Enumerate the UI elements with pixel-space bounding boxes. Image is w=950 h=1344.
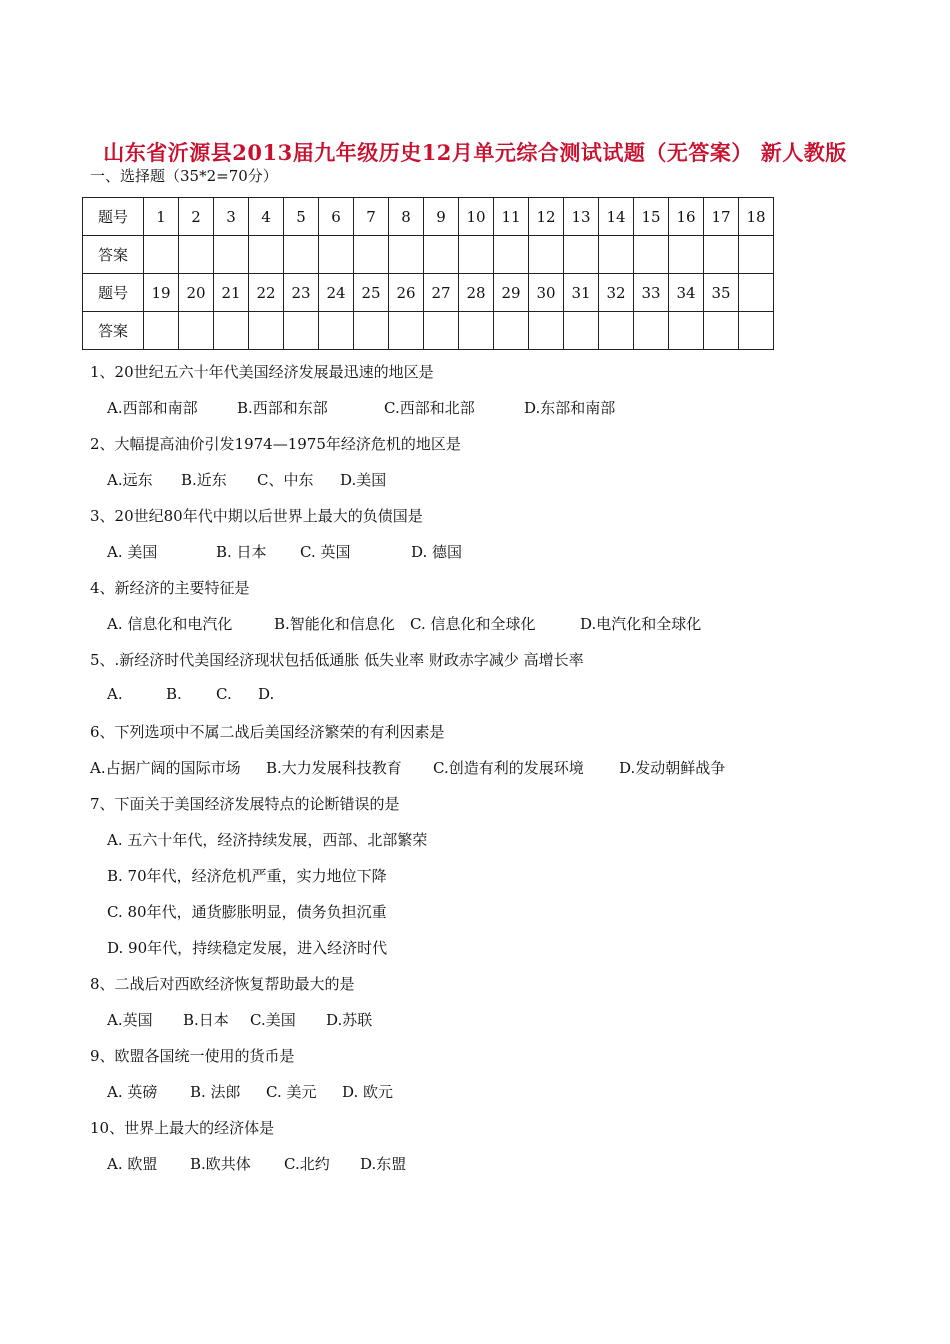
answer-cell — [249, 236, 284, 274]
question-4: 4、新经济的主要特征是 — [90, 579, 250, 597]
page-title: 山东省沂源县2013届九年级历史12月单元综合测试试题（无答案） 新人教版 — [103, 140, 847, 165]
answer-cell — [179, 312, 214, 350]
answer-row-2 — [83, 312, 774, 350]
question-number-cell: 3 — [214, 198, 249, 236]
question-number-cell: 10 — [459, 198, 494, 236]
question-number-cell: 27 — [424, 274, 459, 312]
question-number-cell — [739, 274, 774, 312]
question-2: 2、大幅提高油价引发1974—1975年经济危机的地区是 — [90, 435, 461, 453]
q1-option-b: B.西部和东部 — [237, 399, 328, 417]
answer-cell — [599, 236, 634, 274]
q1-option-d: D.东部和南部 — [524, 399, 616, 417]
q2-option-d: D.美国 — [340, 471, 387, 489]
question-number-cell: 35 — [704, 274, 739, 312]
answer-cell — [564, 236, 599, 274]
question-number-cell: 29 — [494, 274, 529, 312]
q2-option-b: B.近东 — [181, 471, 227, 489]
q6-option-a: A.占据广阔的国际市场 — [90, 759, 241, 777]
q2-option-a: A.远东 — [107, 471, 153, 489]
q1-option-c: C.西部和北部 — [384, 399, 475, 417]
question-number-cell: 21 — [214, 274, 249, 312]
answer-cell — [704, 236, 739, 274]
answer-cell — [424, 312, 459, 350]
question-number-cell: 34 — [669, 274, 704, 312]
question-number-cell: 16 — [669, 198, 704, 236]
number-row-1 — [83, 198, 774, 236]
q9-option-d: D. 欧元 — [342, 1083, 394, 1101]
q5-option-d: D. — [258, 685, 275, 703]
answer-cell — [214, 312, 249, 350]
answer-cell — [354, 236, 389, 274]
question-number-cell: 4 — [249, 198, 284, 236]
q6-option-b: B.大力发展科技教育 — [266, 759, 402, 777]
q4-option-d: D.电汽化和全球化 — [580, 615, 702, 633]
answer-cell — [319, 312, 354, 350]
question-number-cell: 17 — [704, 198, 739, 236]
answer-cell — [669, 312, 704, 350]
q9-option-b: B. 法郎 — [190, 1083, 241, 1101]
question-9: 9、欧盟各国统一使用的货币是 — [90, 1047, 295, 1065]
question-number-cell: 26 — [389, 274, 424, 312]
q7-option-c: C. 80年代，通货膨胀明显，债务负担沉重 — [107, 903, 387, 921]
q6-option-d: D.发动朝鲜战争 — [619, 759, 726, 777]
question-number-cell: 31 — [564, 274, 599, 312]
question-number-cell: 25 — [354, 274, 389, 312]
answer-cell — [529, 312, 564, 350]
question-number-cell: 11 — [494, 198, 529, 236]
question-number-cell: 20 — [179, 274, 214, 312]
answer-cell — [319, 236, 354, 274]
q4-option-c: C. 信息化和全球化 — [410, 615, 536, 633]
answer-cell — [599, 312, 634, 350]
question-6: 6、下列选项中不属二战后美国经济繁荣的有利因素是 — [90, 723, 445, 741]
answer-cell — [389, 312, 424, 350]
question-number-cell: 22 — [249, 274, 284, 312]
q5-option-b: B. — [166, 685, 182, 703]
q4-option-a: A. 信息化和电汽化 — [107, 615, 233, 633]
answer-cell — [389, 236, 424, 274]
q4-option-b: B.智能化和信息化 — [274, 615, 395, 633]
q9-option-a: A. 英磅 — [107, 1083, 158, 1101]
q8-option-b: B.日本 — [183, 1011, 229, 1029]
number-row-label: 题号 — [83, 274, 144, 312]
answer-cell — [354, 312, 389, 350]
question-10: 10、世界上最大的经济体是 — [90, 1119, 275, 1137]
answer-cell — [179, 236, 214, 274]
q6-option-c: C.创造有利的发展环境 — [433, 759, 584, 777]
question-3: 3、20世纪80年代中期以后世界上最大的负债国是 — [90, 507, 423, 525]
question-number-cell: 6 — [319, 198, 354, 236]
answer-cell — [739, 236, 774, 274]
answer-cell — [214, 236, 249, 274]
q7-option-b: B. 70年代，经济危机严重，实力地位下降 — [107, 867, 387, 885]
answer-cell — [739, 312, 774, 350]
question-number-cell: 28 — [459, 274, 494, 312]
q5-option-a: A. — [107, 685, 123, 703]
question-number-cell: 18 — [739, 198, 774, 236]
question-number-cell: 15 — [634, 198, 669, 236]
q8-option-d: D.苏联 — [326, 1011, 373, 1029]
answer-cell — [704, 312, 739, 350]
section-heading: 一、选择题（35*2=70分） — [90, 167, 278, 185]
answer-cell — [459, 312, 494, 350]
question-number-cell: 13 — [564, 198, 599, 236]
q2-option-c: C、中东 — [257, 471, 314, 489]
q8-option-c: C.美国 — [250, 1011, 296, 1029]
q7-option-d: D. 90年代，持续稳定发展，进入经济时代 — [107, 939, 388, 957]
answer-cell — [634, 312, 669, 350]
q7-option-a: A. 五六十年代，经济持续发展，西部、北部繁荣 — [107, 831, 428, 849]
question-number-cell: 14 — [599, 198, 634, 236]
question-number-cell: 23 — [284, 274, 319, 312]
answer-cell — [459, 236, 494, 274]
question-number-cell: 5 — [284, 198, 319, 236]
question-number-cell: 32 — [599, 274, 634, 312]
question-number-cell: 7 — [354, 198, 389, 236]
answer-table — [82, 197, 774, 350]
answer-cell — [424, 236, 459, 274]
answer-cell — [669, 236, 704, 274]
answer-row-label: 答案 — [83, 312, 144, 350]
answer-cell — [144, 236, 179, 274]
answer-cell — [284, 236, 319, 274]
question-8: 8、二战后对西欧经济恢复帮助最大的是 — [90, 975, 355, 993]
number-row-2 — [83, 274, 774, 312]
q3-option-a: A. 美国 — [107, 543, 158, 561]
question-5: 5、.新经济时代美国经济现状包括低通胀 低失业率 财政赤字减少 高增长率 — [90, 651, 584, 669]
q3-option-b: B. 日本 — [216, 543, 267, 561]
q10-option-b: B.欧共体 — [190, 1155, 251, 1173]
number-row-label: 题号 — [83, 198, 144, 236]
q1-option-a: A.西部和南部 — [107, 399, 198, 417]
answer-cell — [494, 236, 529, 274]
answer-cell — [564, 312, 599, 350]
question-7: 7、下面关于美国经济发展特点的论断错误的是 — [90, 795, 400, 813]
question-number-cell: 24 — [319, 274, 354, 312]
answer-row-1 — [83, 236, 774, 274]
q3-option-d: D. 德国 — [411, 543, 463, 561]
answer-cell — [494, 312, 529, 350]
q9-option-c: C. 美元 — [266, 1083, 317, 1101]
question-number-cell: 19 — [144, 274, 179, 312]
question-1: 1、20世纪五六十年代美国经济发展最迅速的地区是 — [90, 363, 434, 381]
question-number-cell: 8 — [389, 198, 424, 236]
answer-cell — [529, 236, 564, 274]
question-number-cell: 12 — [529, 198, 564, 236]
answer-row-label: 答案 — [83, 236, 144, 274]
q5-option-c: C. — [216, 685, 232, 703]
question-number-cell: 33 — [634, 274, 669, 312]
q10-option-d: D.东盟 — [360, 1155, 407, 1173]
answer-cell — [634, 236, 669, 274]
answer-cell — [284, 312, 319, 350]
question-number-cell: 30 — [529, 274, 564, 312]
q10-option-c: C.北约 — [284, 1155, 330, 1173]
answer-cell — [144, 312, 179, 350]
question-number-cell: 1 — [144, 198, 179, 236]
q8-option-a: A.英国 — [107, 1011, 153, 1029]
question-number-cell: 9 — [424, 198, 459, 236]
question-number-cell: 2 — [179, 198, 214, 236]
answer-cell — [249, 312, 284, 350]
q3-option-c: C. 英国 — [300, 543, 351, 561]
q10-option-a: A. 欧盟 — [107, 1155, 158, 1173]
